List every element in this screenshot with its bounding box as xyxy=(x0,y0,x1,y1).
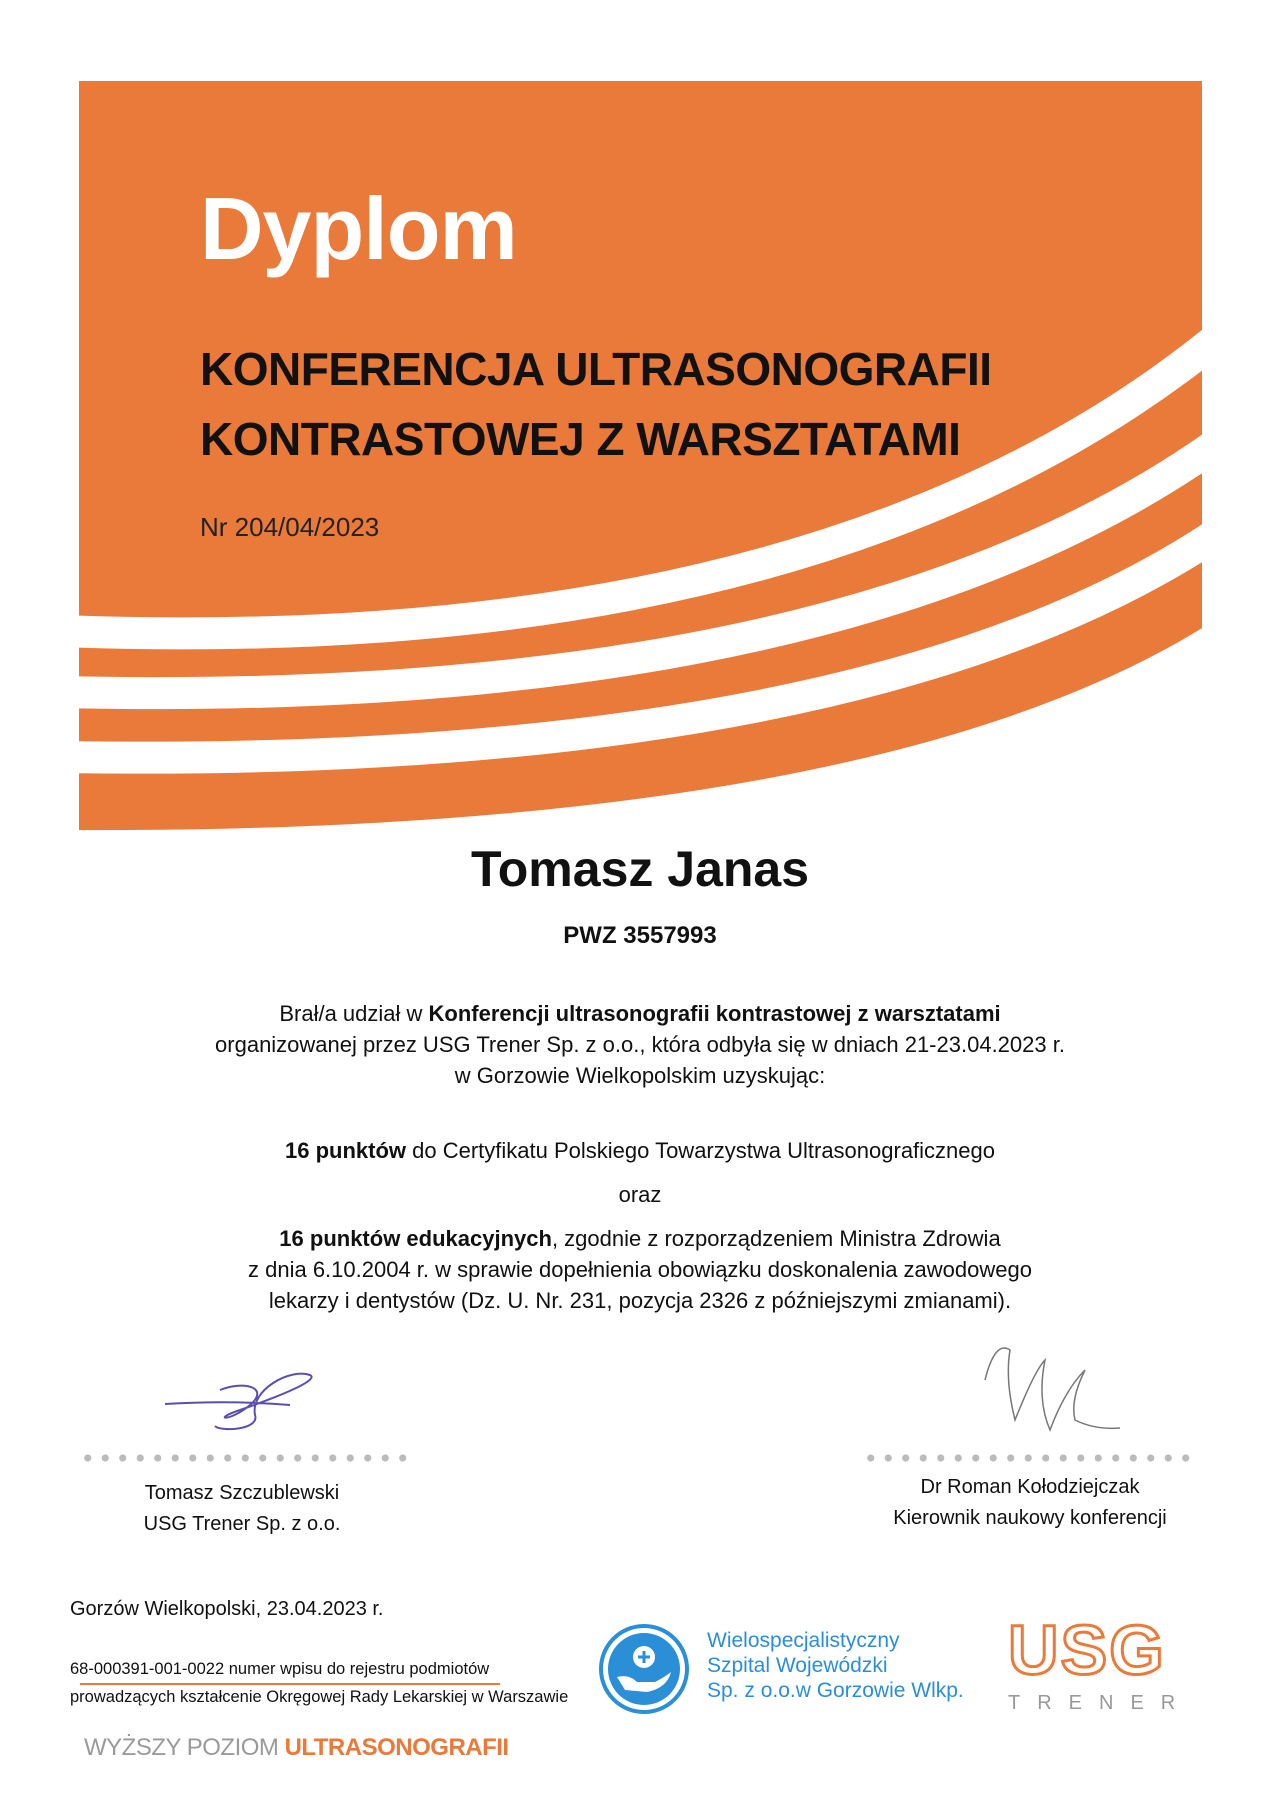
diploma-number: Nr 204/04/2023 xyxy=(200,512,380,542)
recipient-name: Tomasz Janas xyxy=(470,841,810,897)
points-ptu xyxy=(0,1135,1280,1166)
registry-line2: prowadzących kształcenie Okręgowej Rady Lekarskiej w Warszawie xyxy=(70,1688,569,1706)
signatory-right xyxy=(850,1472,1210,1534)
tagline-gray: WYŻSZY POZIOM xyxy=(84,1734,285,1761)
recipient-pwz: PWZ 3557993 xyxy=(563,922,717,949)
usg-trener-sub: TRENER xyxy=(1008,1692,1193,1714)
registry-underline xyxy=(80,1683,500,1685)
text: Szpital Wojewódzki xyxy=(707,1654,888,1677)
points-bold: 16 punktów edukacyjnych xyxy=(279,1226,552,1251)
conference-name: Konferencji ultrasonografii kontrastowej z warsztatami xyxy=(428,1001,1001,1026)
place-date: Gorzów Wielkopolski, 23.04.2023 r. xyxy=(70,1598,384,1620)
text: organizowanej przez USG Trener Sp. z o.o., która odbyła się w dniach 21-23.04.2023 r. xyxy=(215,1032,1065,1057)
hospital-logo-icon xyxy=(597,1622,691,1716)
text: Wielospecjalistyczny xyxy=(707,1629,900,1652)
diploma-title: Dyplom xyxy=(200,179,517,278)
text: Sp. z o.o.w Gorzowie Wlkp. xyxy=(707,1679,964,1702)
points-bold: 16 punktów xyxy=(285,1138,407,1163)
signatory-name: Tomasz Szczublewski xyxy=(144,1482,340,1504)
tagline xyxy=(84,1734,509,1762)
signatory-org: USG Trener Sp. z o.o. xyxy=(143,1513,341,1535)
oraz-text: oraz xyxy=(618,1182,662,1207)
signature-line-right xyxy=(862,1454,1195,1462)
text: do Certyfikatu Polskiego Towarzystwa Ultrasonograficznego xyxy=(406,1138,995,1163)
signatory-role: Kierownik naukowy konferencji xyxy=(893,1507,1167,1529)
text: z dnia 6.10.2004 r. w sprawie dopełnienia obowiązku doskonalenia zawodowego xyxy=(248,1257,1032,1282)
text: w Gorzowie Wielkopolskim uzyskując: xyxy=(454,1063,826,1088)
tagline-orange: ULTRASONOGRAFII xyxy=(284,1734,509,1761)
text: , zgodnie z rozporządzeniem Ministra Zdrowia xyxy=(551,1226,1001,1251)
text: Brał/a udział w xyxy=(279,1001,429,1026)
usg-trener-logo: USG xyxy=(1008,1611,1166,1689)
signatory-name: Dr Roman Kołodziejczak xyxy=(920,1476,1140,1498)
points-edu xyxy=(0,1223,1280,1316)
signature-right xyxy=(975,1320,1125,1440)
registry-line1: 68-000391-001-0022 numer wpisu do rejestru podmiotów xyxy=(70,1660,490,1678)
signature-line-left xyxy=(79,1454,412,1462)
hospital-name xyxy=(707,1628,964,1703)
text: lekarzy i dentystów (Dz. U. Nr. 231, pozycja 2326 z późniejszymi zmianami). xyxy=(268,1288,1012,1313)
signature-left xyxy=(150,1360,330,1440)
signatory-left xyxy=(92,1478,392,1540)
conference-title-line2: KONTRASTOWEJ Z WARSZTATAMI xyxy=(200,413,961,465)
participation-text xyxy=(0,998,1280,1091)
conference-title-line1: KONFERENCJA ULTRASONOGRAFII xyxy=(200,343,992,395)
